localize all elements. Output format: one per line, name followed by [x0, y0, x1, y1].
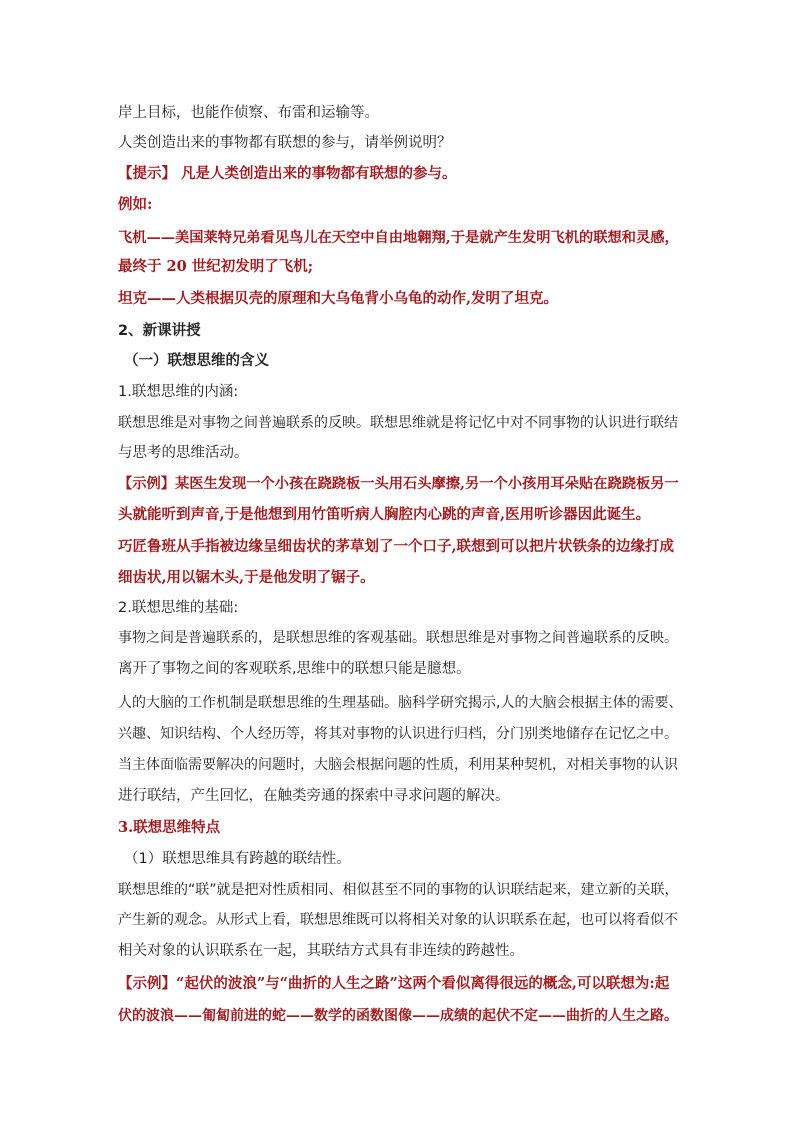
example-line: 【示例】某医生发现一个小孩在跷跷板一头用石头摩擦,另一个小孩用耳朵贴在跷跷板另一 [118, 476, 679, 492]
example-line: 伏的波浪——匍匐前进的蛇——数学的函数图像——成绩的起伏不定——曲折的人生之路。 [118, 1008, 678, 1024]
example-line: 细齿状,用以锯木头,于是他发明了锯子。 [118, 569, 375, 586]
point-title: 1.联想思维的内涵: [118, 384, 239, 400]
paragraph-line: 与思考的思维活动。 [118, 445, 249, 461]
subsection-heading: （一）联想思维的含义 [124, 353, 269, 369]
paragraph-line: 事物之间是普遍联系的，是联想思维的客观基础。联想思维是对事物之间普遍联系的反映。 [118, 630, 678, 646]
paragraph-line: 产生新的观念。从形式上看，联想思维既可以将相关对象的认识联系在起，也可以将看似不 [118, 912, 678, 928]
point-title: 2.联想思维的基础: [118, 600, 239, 616]
question-text: 人类创造出来的事物都有联想的参与，请举例说明？ [118, 135, 452, 151]
paragraph-line: 联想思维是对事物之间普遍联系的反映。联想思维就是将记忆中对不同事物的认识进行联结 [118, 415, 678, 431]
example-line: 巧匠鲁班从手指被边缘呈细齿状的茅草划了一个口子,联想到可以把片状铁条的边缘打成 [118, 538, 675, 555]
point-title: 3.联想思维特点 [118, 819, 221, 836]
hint-text: 【提示】 凡是人类创造出来的事物都有联想的参与。 [118, 165, 457, 182]
paragraph-line: 当主体面临需要解决的问题时，大脑会根据问题的性质，利用某种契机，对相关事物的认识 [118, 757, 678, 773]
paragraph-line: 兴趣、知识结构、个人经历等，将其对事物的认识进行归档，分门别类地储存在记忆之中。 [118, 726, 678, 742]
paragraph-line: 进行联结，产生回忆，在触类旁通的探索中寻求问题的解决。 [118, 788, 510, 804]
example-line: 头就能听到声音,于是他想到用竹笛听病人胸腔内心跳的声音,医用听诊器因此诞生。 [118, 506, 651, 523]
example-line: 【示例】“起伏的波浪”与“曲折的人生之路”这两个看似离得很远的概念,可以联想为:起 [118, 975, 670, 992]
plane-example-line: 飞机——美国莱特兄弟看见鸟儿在天空中自由地翱翔,于是就产生发明飞机的联想和灵感， [118, 230, 679, 246]
plane-example-line: 最终于 20 世纪初发明了飞机; [118, 258, 314, 275]
paragraph-line: 离开了事物之间的客观联系,思维中的联想只能是臆想。 [118, 661, 471, 677]
intro-line: 岸上目标，也能作侦察、布雷和运输等。 [118, 105, 379, 121]
example-label: 例如: [118, 196, 153, 213]
point-subtitle: （1）联想思维具有跨越的联结性。 [124, 851, 351, 867]
section-heading: 2、新课讲授 [118, 323, 201, 339]
paragraph-line: 人的大脑的工作机制是联想思维的生理基础。脑科学研究揭示,人的大脑会根据主体的需要、 [118, 695, 683, 711]
tank-example: 坦克——人类根据贝壳的原理和大乌龟背小乌龟的动作,发明了坦克。 [118, 290, 559, 307]
paragraph-line: 相关对象的认识联系在一起，其联结方式具有非连续的跨越性。 [118, 943, 524, 959]
paragraph-line: 联想思维的“联”就是把对性质相同、相似甚至不同的事物的认识联结起来，建立新的关联， [118, 882, 679, 898]
